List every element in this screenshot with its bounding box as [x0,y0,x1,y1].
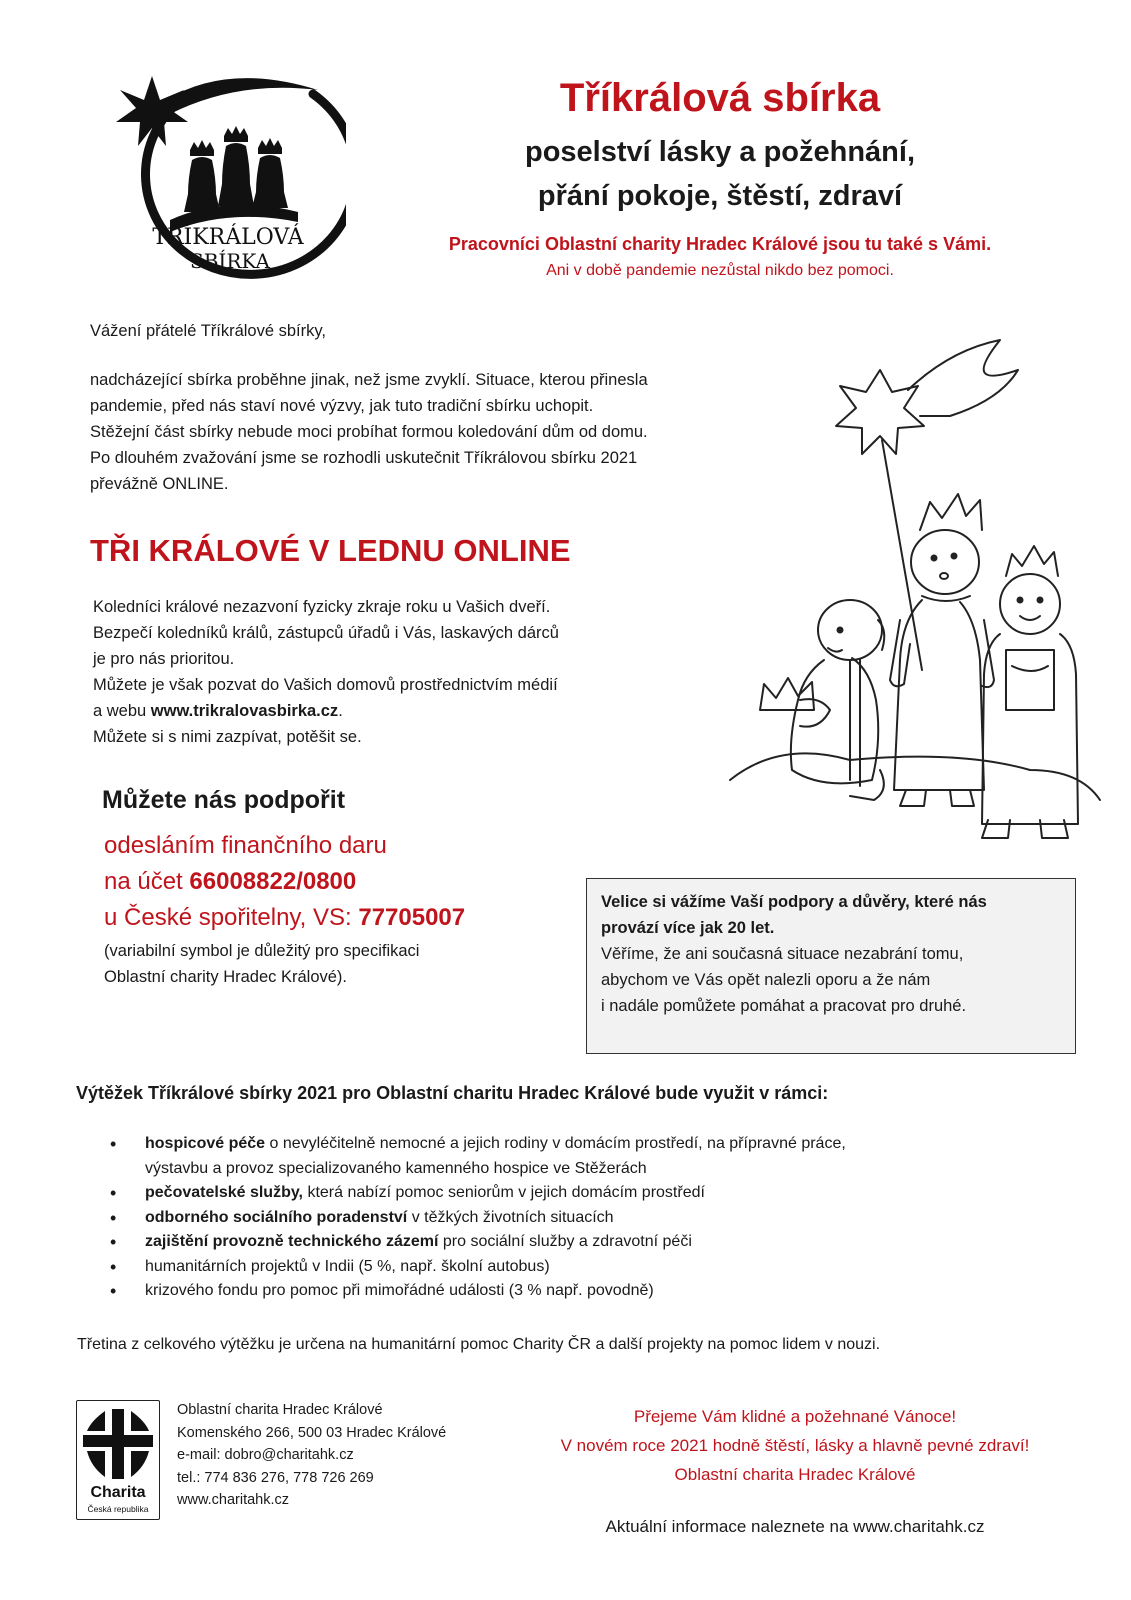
item-text: která nabízí pomoc seniorům v jejich domácím prostředí [303,1184,705,1201]
logo-text-line2: SBÍRKA [190,249,270,273]
item-bold: zajištění provozně technického zázemí [145,1233,439,1250]
account-number: 66008822/0800 [189,868,357,895]
intro-line: nadcházející sbírka proběhne jinak, než jsme zvyklí. Situace, kterou přinesla [90,371,648,389]
subtitle-line1: poselství lásky a požehnání, [524,136,916,168]
donation-line: odesláním finančního daru [104,832,387,859]
bank-line [104,900,465,936]
item-text: o nevyléčitelně nemocné a jejich rodiny v domácím prostředí, na přípravné práce, [265,1135,846,1152]
item-text-continued: výstavbu a provoz specializovaného kamenného hospice ve Stěžerách [145,1159,647,1177]
charita-logo-sub: Česká republika [87,1504,149,1514]
pandemic-statement: Ani v době pandemie nezůstal nikdo bez pomoci. [546,262,894,279]
address-line: Komenského 266, 500 03 Hradec Králové [177,1424,447,1441]
variable-symbol-note [104,938,419,990]
account-prefix: na účet [104,868,190,895]
item-bold: odborného sociálního poradenství [145,1208,408,1226]
proceeds-list [110,1132,1010,1304]
thanks-bold-line: provází více jak 20 let. [601,919,775,937]
intro-paragraph [90,367,790,497]
intro-line: pandemie, před nás staví nové výzvy, jak tuto tradiční sbírku uchopit. [90,397,594,415]
web-suffix: . [338,702,343,720]
christmas-wishes [500,1402,1090,1489]
page-title: Tříkrálová sbírka [559,76,881,120]
online-line: Můžete je však pozvat do Vašich domovů prostřednictvím médií [93,676,558,694]
online-web-line [93,698,713,724]
greeting: Vážení přátelé Tříkrálové sbírky, [90,322,326,340]
item-text: krizového fondu pro pomoc při mimořádné události (3 % např. povodně) [145,1282,654,1299]
subtitle-line2: přání pokoje, štěstí, zdraví [537,180,903,212]
third-note: Třetina z celkového výtěžku je určena na humanitární pomoc Charity ČR a další projekty na pomoc lidem v nouzi. [77,1336,881,1353]
trikralova-sbirka-logo [108,72,346,292]
thanks-line: Věříme, že ani současná situace nezabrání tomu, [601,945,964,963]
charita-logo [76,1400,160,1520]
thanks-line: i nadále pomůžete pomáhat a pracovat pro druhé. [601,997,967,1015]
web-prefix: a webu [93,702,151,720]
note-line: (variabilní symbol je důležitý pro specifikaci [104,942,420,960]
list-item [110,1255,1010,1280]
three-kings-illustration [700,330,1110,860]
item-text: v těžkých životních situacích [407,1208,614,1226]
item-text: humanitárních projektů v Indii (5 %, např. školní autobus) [145,1257,550,1275]
intro-line: převážně ONLINE. [90,475,229,493]
trikralova-web-link[interactable]: www.trikralovasbirka.cz [150,702,339,720]
email-line[interactable]: e-mail: dobro@charitahk.cz [177,1447,354,1463]
logo-text-line1: TŘÍKRÁLOVÁ [152,225,304,250]
online-line: Můžete si s nimi zazpívat, potěšit se. [93,728,362,746]
charita-logo-name: Charita [90,1484,146,1501]
list-item [110,1132,1010,1181]
intro-line: Stěžejní část sbírky nebude moci probíhat formou koledování dům od domu. [90,423,648,441]
wish-line: Oblastní charita Hradec Králové [674,1465,916,1484]
online-paragraph [93,594,713,750]
bank-prefix: u České spořitelny, VS: [104,904,359,931]
list-item [110,1279,1010,1304]
address-line: Oblastní charita Hradec Králové [177,1402,383,1418]
contact-address [177,1399,446,1512]
account-line [104,864,465,900]
phone-line: tel.: 774 836 276, 778 726 269 [177,1469,374,1486]
support-heading: Můžete nás podpořit [102,786,346,814]
note-line: Oblastní charity Hradec Králové). [104,968,348,986]
online-line: Koledníci králové nezazvoní fyzicky zkraje roku u Vašich dveří. [93,598,551,616]
online-line: Bezpečí koledníků králů, zástupců úřadů i Vás, laskavých dárců [93,624,559,642]
item-bold: pečovatelské služby, [145,1184,303,1201]
online-line: je pro nás prioritou. [93,650,235,668]
item-bold: hospicové péče [145,1135,266,1152]
list-item [110,1181,1010,1206]
variable-symbol: 77705007 [358,904,466,931]
list-item [110,1230,1010,1255]
info-line: Aktuální informace naleznete na www.charitahk.cz [605,1517,985,1536]
wish-line: V novém roce 2021 hodně štěstí, lásky a hlavně pevné zdraví! [560,1436,1030,1455]
website-line[interactable]: www.charitahk.cz [177,1492,290,1508]
thanks-line: abychom ve Vás opět nalezli oporu a že nám [601,971,931,989]
charita-cross-icon [81,1407,155,1481]
wish-line: Přejeme Vám klidné a požehnané Vánoce! [633,1407,957,1426]
thanks-bold-line: Velice si vážíme Vaší podpory a důvěry, které nás [601,893,987,911]
kings-silhouette-icon [184,126,288,212]
list-item [110,1206,1010,1231]
proceeds-heading: Výtěžek Tříkrálové sbírky 2021 pro Oblastní charitu Hradec Králové bude využit v rámci: [76,1083,829,1103]
donation-details [104,828,465,936]
item-text: pro sociální služby a zdravotní péči [438,1233,692,1250]
intro-line: Po dlouhém zvažování jsme se rozhodli uskutečnit Tříkrálovou sbírku 2021 [90,449,638,467]
thanks-box [586,878,1076,1054]
online-heading: TŘI KRÁLOVÉ V LEDNU ONLINE [90,533,571,568]
workers-statement: Pracovníci Oblastní charity Hradec Králové jsou tu také s Vámi. [448,234,992,254]
